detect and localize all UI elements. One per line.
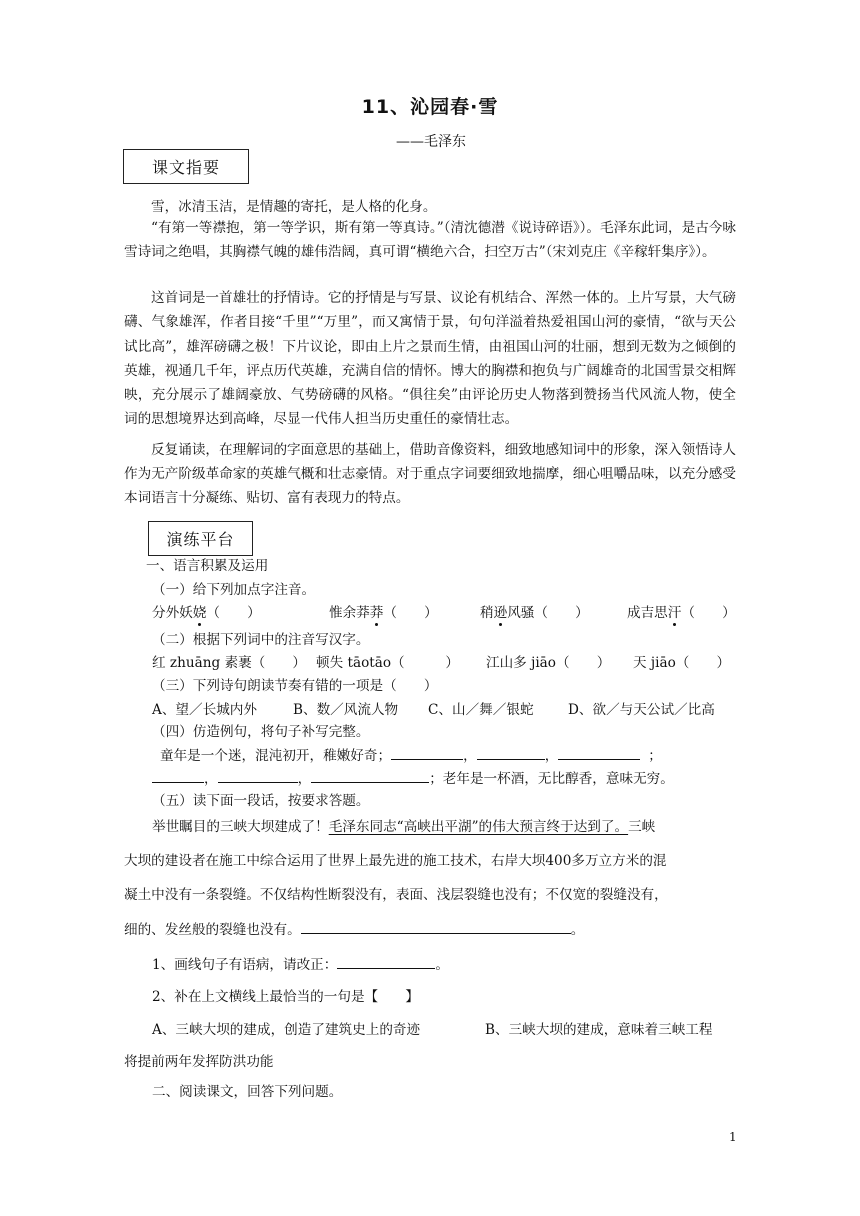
q2-heading: 二、阅读课文，回答下列问题。: [152, 1084, 343, 1100]
answer-blank[interactable]: [558, 746, 640, 760]
author-name: ——毛泽东: [396, 134, 466, 150]
q1-1-item-3: 稍逊风骚（ ）: [480, 605, 589, 621]
q1-1-item-1: 分外妖娆（ ）: [152, 605, 261, 621]
q1-3-option-d: D、欲／与天公试／比高: [568, 702, 715, 718]
q1-3-option-b: B、数／风流人物: [293, 702, 399, 718]
passage-line-1: 举世瞩目的三峡大坝建成了！毛泽东同志“高峡出平湖”的伟大预言终于达到了。三峡: [152, 819, 656, 835]
answer-blank[interactable]: [152, 769, 204, 783]
q1-4-heading: （四）仿造例句，将句子补写完整。: [152, 724, 370, 740]
q1-5-heading: （五）读下面一段话，按要求答题。: [152, 793, 370, 809]
passage-line-2: 大坝的建设者在施工中综合运用了世界上最先进的施工技术，右岸大坝400多万立方米的混: [124, 853, 667, 869]
section-label-guide: 课文指要: [123, 149, 249, 184]
q1-1-item-4: 成吉思汗（ ）: [627, 605, 736, 621]
guide-paragraph-2: “有第一等襟抱，第一等学识，斯有第一等真诗。”（清沈德潜《说诗碎语》）。毛泽东此词，是古今咏雪诗词之绝唱，其胸襟气魄的雄伟浩阔，真可谓“横绝六合，扫空万古”（宋刘克庄《辛稼轩集序》）。: [124, 220, 736, 260]
lesson-title: 11、沁园春·雪: [361, 96, 499, 118]
sub-question-2-option-b-cont: 将提前两年发挥防洪功能: [124, 1054, 274, 1070]
guide-paragraph-4: 反复诵读，在理解词的字面意思的基础上，借助音像资料，细致地感知词中的形象，深入领悟诗人作为无产阶级革命家的英雄气概和壮志豪情。对于重点字词要细致地揣摩，细心咀嚼品味，以充分感受本词语言十分凝练、贴切、富有表现力的特点。: [124, 442, 736, 506]
q1-2-item-4: 天 jiāo（ ）: [633, 655, 731, 671]
sub-question-2-option-a: A、三峡大坝的建成，创造了建筑史上的奇迹: [152, 1022, 421, 1038]
answer-blank[interactable]: [391, 746, 463, 760]
guide-paragraph-1: 雪，冰清玉洁，是情趣的寄托，是人格的化身。: [151, 199, 437, 215]
sub-question-1: 1、画线句子有语病，请改正： 。: [152, 957, 449, 973]
q1-3-option-c: C、山／舞／银蛇: [428, 702, 534, 718]
guide-paragraph-3: 这首词是一首雄壮的抒情诗。它的抒情是与写景、议论有机结合、浑然一体的。上片写景，大气磅礴、气象雄浑，作者目接“千里”“万里”，而又寓情于景，句句洋溢着热爱祖国山河的豪情，“欲与天公试比高”，雄浑磅礴之极！下片议论，即由上片之景而生情，由祖国山河的壮丽，想到无数为之倾倒的英雄，视通几千年，评点历代英雄，充满自信的情怀。博大的胸襟和抱负与广阔雄奇的北国雪景交相辉映，充分展示了雄阔豪放、气势磅礴的风格。“俱往矣”由评论历史人物落到赞扬当代风流人物，使全词的思想境界达到高峰，尽显一代伟人担当历史重任的豪情壮志。: [124, 290, 736, 428]
passage-line-3: 凝土中没有一条裂缝。不仅结构性断裂没有，表面、浅层裂缝也没有；不仅宽的裂缝没有，: [124, 887, 668, 903]
answer-blank[interactable]: [477, 746, 545, 760]
passage-line-4: 细的、发丝般的裂缝也没有。 。: [124, 922, 585, 938]
page-number: 1: [729, 1130, 737, 1144]
section-label-practice: 演练平台: [148, 521, 253, 556]
q1-3-option-a: A、望／长城内外: [152, 702, 257, 718]
q1-2-item-3: 江山多 jiāo（ ）: [486, 655, 611, 671]
sub-question-2: 2、补在上文横线上最恰当的一句是【 】: [152, 989, 419, 1005]
q1-2-heading: （二）根据下列词中的注音写汉字。: [152, 632, 370, 648]
q1-2-item-1: 红 zhuāng 素裹（ ）: [152, 655, 307, 671]
sub-question-2-option-b: B、三峡大坝的建成，意味着三峡工程: [485, 1022, 713, 1038]
q1-2-item-2: 顿失 tāotāo（ ）: [316, 655, 459, 671]
answer-blank[interactable]: [301, 920, 571, 934]
q1-4-line-2: ， ， ；老年是一杯酒，无比醇香，意味无穷。: [152, 769, 674, 788]
q1-1-heading: （一）给下列加点字注音。: [152, 582, 316, 598]
answer-blank[interactable]: [218, 769, 298, 783]
answer-blank[interactable]: [337, 955, 435, 969]
underlined-sentence: 毛泽东同志“高峡出平湖”的伟大预言终于达到了。: [328, 819, 629, 835]
q1-heading: 一、语言积累及运用: [146, 558, 269, 574]
q1-3-heading: （三）下列诗句朗读节奏有错的一项是（ ）: [152, 678, 438, 694]
q1-1-item-2: 惟余莽莽（ ）: [329, 605, 438, 621]
q1-4-line-1: 童年是一个迷，混沌初开，稚嫩好奇； ， ， ；: [160, 748, 662, 764]
answer-blank[interactable]: [311, 769, 429, 783]
